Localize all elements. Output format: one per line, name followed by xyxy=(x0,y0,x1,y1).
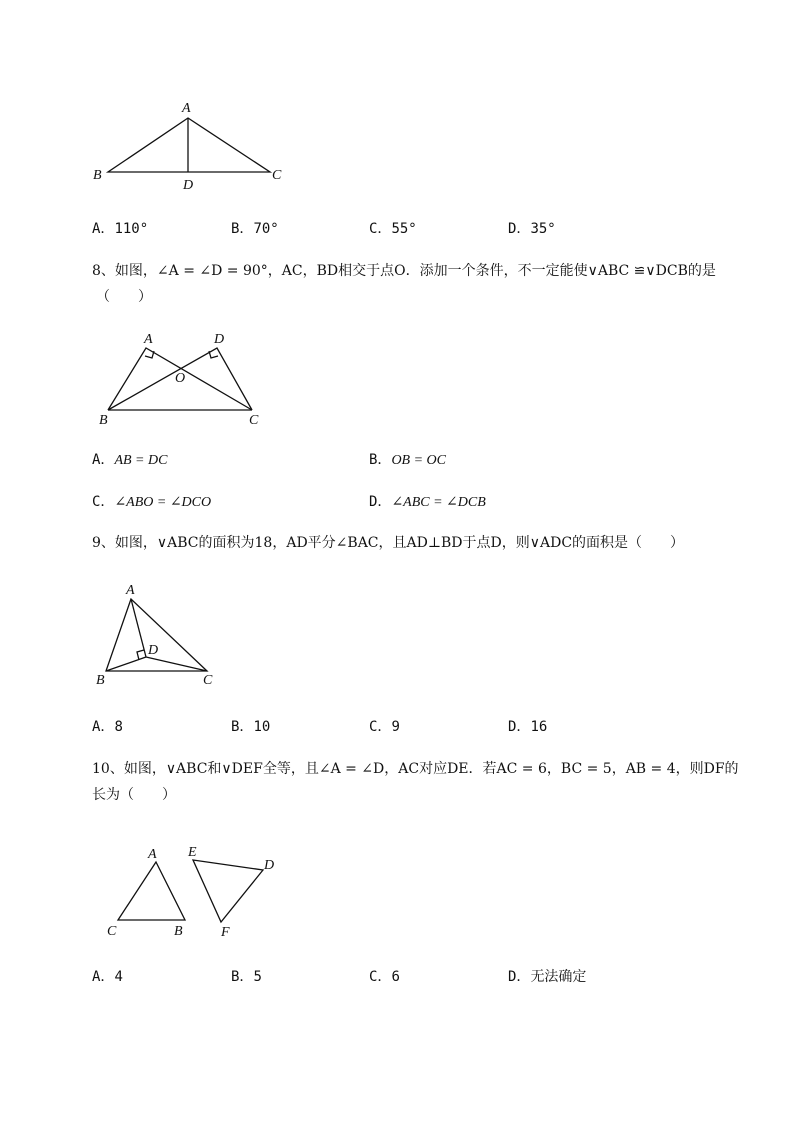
q10-stem-line2: 长为（ ） xyxy=(92,787,176,803)
q9-stem: 9、如图，∨ABC的面积为18，AD平分∠BAC，且AD⊥BD于点D，则∨ADC的面积是（ ） xyxy=(92,535,685,551)
q10-label-f: F xyxy=(221,925,230,940)
q8-option-b[interactable]: B．OB = OC xyxy=(369,452,446,468)
q9-label-b: B xyxy=(96,673,105,688)
q8-option-a[interactable]: A．AB = DC xyxy=(92,452,168,468)
q9-option-c[interactable]: C．9 xyxy=(369,719,400,735)
q8-label-c: C xyxy=(249,413,259,428)
q9-label-d: D xyxy=(148,643,159,658)
q10-figure xyxy=(0,0,320,950)
q10-label-c: C xyxy=(107,924,117,939)
q8-option-d[interactable]: D．∠ABC = ∠DCB xyxy=(369,494,486,510)
q9-option-a[interactable]: A．8 xyxy=(92,719,123,735)
q7-label-a: A xyxy=(182,101,191,116)
q10-label-d: D xyxy=(264,858,275,873)
q9-label-a: A xyxy=(126,583,135,598)
q7-option-a[interactable]: A．110° xyxy=(92,221,149,237)
q7-label-c: C xyxy=(272,168,282,183)
q9-option-b[interactable]: B．10 xyxy=(231,719,271,735)
q7-label-b: B xyxy=(93,168,102,183)
q7-label-d: D xyxy=(183,178,194,193)
q8-label-a: A xyxy=(144,332,153,347)
q10-option-c[interactable]: C．6 xyxy=(369,969,400,985)
q7-option-c[interactable]: C．55° xyxy=(369,221,417,237)
q8-stem: 8、如图，∠A = ∠D = 90°，AC，BD相交于点O．添加一个条件，不一定能使∨ABC ≌∨DCB的是 xyxy=(92,263,716,279)
q8-answer-blank: （ ） xyxy=(96,289,152,305)
q10-triangle-def xyxy=(193,860,263,922)
q8-label-d: D xyxy=(214,332,225,347)
q10-triangle-abc xyxy=(118,862,185,920)
q10-label-e: E xyxy=(188,845,197,860)
q9-option-d[interactable]: D．16 xyxy=(508,719,548,735)
q8-label-b: B xyxy=(99,413,108,428)
q8-option-c[interactable]: C．∠ABO = ∠DCO xyxy=(92,494,212,510)
q10-stem-line1: 10、如图，∨ABC和∨DEF全等，且∠A = ∠D，AC对应DE．若AC = 6，BC = 5，AB = 4，则DF的 xyxy=(92,761,739,777)
q10-option-a[interactable]: A．4 xyxy=(92,969,123,985)
q7-option-d[interactable]: D．35° xyxy=(508,221,556,237)
q10-label-a: A xyxy=(148,847,157,862)
q10-label-b: B xyxy=(174,924,183,939)
q9-label-c: C xyxy=(203,673,213,688)
q8-label-o: O xyxy=(175,371,186,386)
q10-option-d[interactable]: D．无法确定 xyxy=(508,969,587,985)
q7-option-b[interactable]: B．70° xyxy=(231,221,279,237)
q10-option-b[interactable]: B．5 xyxy=(231,969,262,985)
